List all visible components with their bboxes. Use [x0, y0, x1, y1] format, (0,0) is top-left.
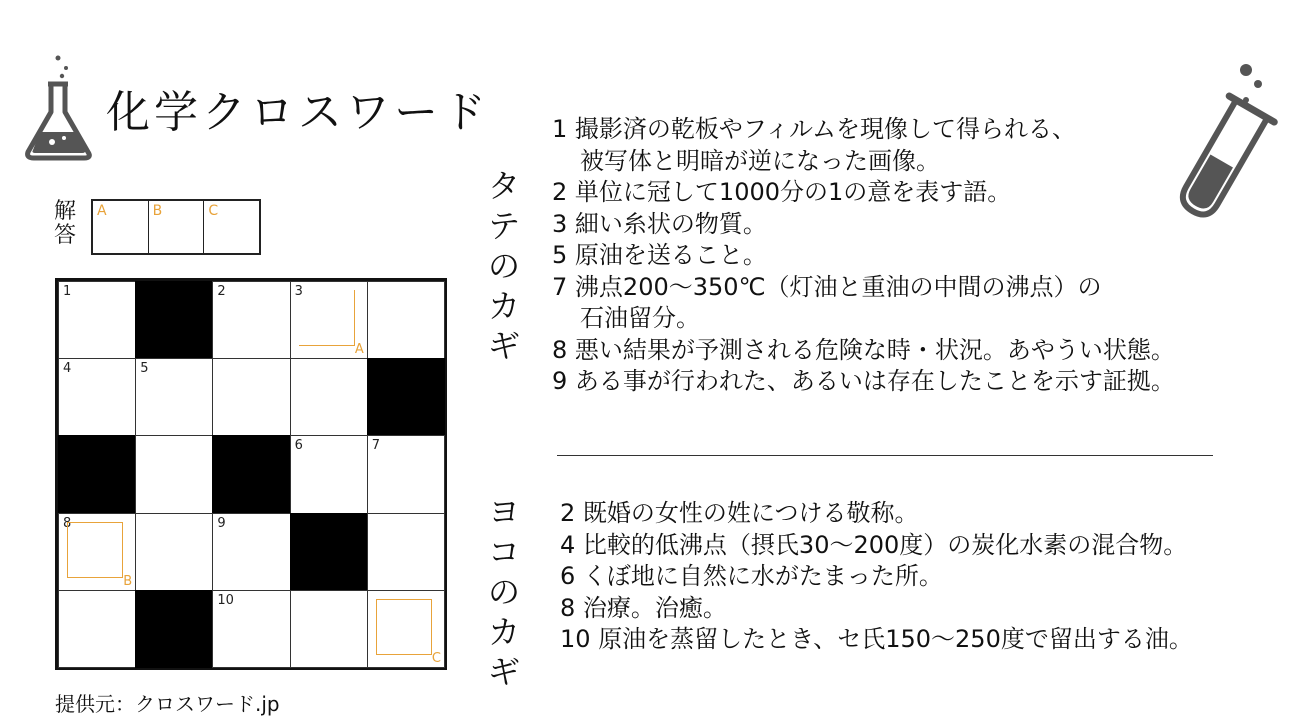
cell-number: 4 [63, 361, 72, 377]
cell-number: 6 [294, 438, 303, 454]
page-title: 化学クロスワード [106, 87, 490, 138]
heading-char: ギ [487, 327, 520, 365]
answer-box[interactable] [91, 199, 261, 255]
clue-number: 4 [560, 530, 576, 559]
credit-text: 提供元：クロスワード.jp [55, 692, 280, 716]
clue-text: 悪い結果が予測される危険な時・状況。あやうい状態。 [574, 335, 1175, 364]
heading-char: カ [487, 287, 520, 325]
grid-cell[interactable] [212, 358, 290, 436]
grid-cell[interactable] [58, 513, 136, 591]
answer-mark-box [376, 599, 432, 655]
black-cell [58, 435, 136, 513]
black-cell [212, 435, 290, 513]
answer-mark-letter: A [354, 342, 364, 358]
grid-cell[interactable] [290, 281, 368, 359]
clue-item [552, 335, 1175, 367]
clue-text: ある事が行われた、あるいは存在したことを示す証拠。 [574, 367, 1175, 395]
grid-cell[interactable] [367, 281, 445, 359]
answer-mark-letter: C [431, 650, 441, 666]
clue-number: 2 [552, 178, 568, 206]
clue-number: 8 [560, 593, 576, 622]
clue-text: 撮影済の乾板やフィルムを現像して得られる、 [574, 115, 1077, 143]
answer-mark-box [67, 522, 123, 578]
answer-label: 解答 [53, 199, 76, 248]
grid-cell[interactable] [290, 358, 368, 436]
answer-cell-a[interactable] [93, 201, 149, 253]
cell-number: 8 [63, 515, 72, 531]
clue-item [552, 114, 1175, 146]
clue-text: 被写体と明暗が逆になった画像。 [580, 146, 940, 175]
clue-number: 9 [552, 367, 568, 395]
clue-text: 石油留分。 [580, 304, 700, 332]
grid-cell[interactable] [58, 590, 136, 668]
clue-text: 単位に冠して1000分の1の意を表す語。 [574, 178, 1012, 206]
flask-icon [22, 52, 94, 162]
clue-number: 10 [560, 625, 591, 653]
answer-mark-box [299, 290, 355, 346]
clue-item [560, 593, 1193, 625]
cell-number: 9 [217, 515, 226, 531]
clue-item [552, 240, 1175, 272]
black-cell [135, 590, 213, 668]
clue-text: 原油を送ること。 [574, 241, 767, 269]
clue-number: 1 [552, 115, 568, 143]
answer-letter: A [97, 203, 107, 219]
test-tube-icon [1160, 60, 1280, 230]
grid-cell[interactable] [212, 513, 290, 591]
grid-cell[interactable] [367, 590, 445, 668]
heading-char: カ [487, 613, 520, 651]
grid-cell[interactable] [58, 358, 136, 436]
clue-item [552, 366, 1175, 398]
cell-number: 3 [294, 284, 303, 299]
answer-cell-c[interactable] [204, 201, 259, 253]
clue-text: 沸点200～350℃（灯油と重油の中間の沸点）の [574, 272, 1102, 301]
answer-cell-b[interactable] [149, 201, 205, 253]
black-cell [290, 513, 368, 591]
clue-item [560, 498, 1193, 530]
black-cell [367, 358, 445, 436]
clue-item [552, 177, 1175, 209]
grid-cell[interactable] [135, 435, 213, 513]
clue-item [552, 209, 1175, 241]
tate-heading [484, 166, 524, 366]
cell-number: 5 [140, 361, 149, 377]
clue-item [552, 146, 1175, 178]
heading-char: ヨ [487, 493, 520, 531]
answer-letter: C [208, 203, 219, 219]
tate-clue-list [552, 114, 1175, 398]
clue-item [560, 561, 1193, 593]
cell-number: 2 [217, 284, 226, 299]
clue-number: 6 [560, 562, 576, 590]
clue-text: 細い糸状の物質。 [574, 209, 767, 238]
yoko-heading [484, 492, 524, 692]
clue-text: 治療。治癒。 [582, 593, 727, 622]
clue-item [552, 272, 1175, 304]
answer-mark-letter: B [123, 573, 133, 589]
heading-char: コ [487, 533, 520, 571]
clue-text: 既婚の女性の姓につける敬称。 [582, 499, 919, 527]
yoko-clue-list [560, 498, 1193, 656]
clue-item [560, 530, 1193, 562]
heading-char: の [487, 247, 520, 285]
heading-char: の [487, 573, 520, 611]
clue-text: くぼ地に自然に水がたまった所。 [582, 562, 943, 590]
grid-cell[interactable] [135, 513, 213, 591]
grid-cell[interactable] [290, 435, 368, 513]
clue-text: 比較的低沸点（摂氏30～200度）の炭化水素の混合物。 [582, 530, 1188, 559]
cell-number: 10 [217, 592, 234, 608]
grid-cell[interactable] [367, 513, 445, 591]
clue-item [560, 624, 1193, 656]
heading-char: テ [487, 207, 520, 245]
heading-char: ギ [487, 653, 520, 691]
grid-cell[interactable] [135, 358, 213, 436]
divider [557, 455, 1213, 456]
grid-cell[interactable] [212, 590, 290, 668]
clue-text: 原油を蒸留したとき、セ氏150～250度で留出する油。 [598, 625, 1193, 653]
heading-char: タ [487, 167, 520, 205]
grid-cell[interactable] [212, 281, 290, 359]
clue-number: 2 [560, 499, 576, 527]
clue-number: 5 [552, 241, 568, 269]
grid-cell[interactable] [58, 281, 136, 359]
clue-item [552, 303, 1175, 335]
cell-number: 1 [63, 284, 72, 299]
clue-number: 7 [552, 272, 568, 301]
grid-cell[interactable] [290, 590, 368, 668]
crossword-grid [55, 278, 447, 670]
cell-number: 7 [371, 438, 381, 454]
clue-number: 8 [552, 335, 568, 364]
black-cell [135, 281, 213, 359]
clue-number: 3 [552, 209, 568, 238]
answer-letter: B [152, 203, 163, 219]
grid-cell[interactable] [367, 435, 445, 513]
